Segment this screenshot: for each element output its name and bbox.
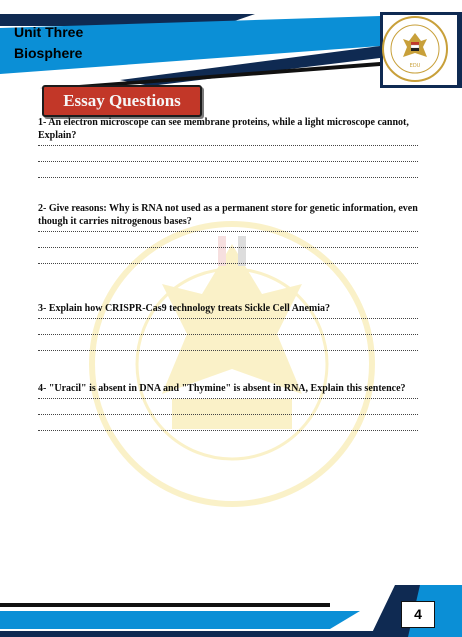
- question-4-text: 4- "Uracil" is absent in DNA and "Thymine" is absent in RNA, Explain this sentence?: [38, 383, 406, 394]
- answer-line[interactable]: [38, 263, 418, 264]
- question-3: [38, 302, 418, 366]
- answer-line[interactable]: [38, 177, 418, 178]
- answer-line[interactable]: [38, 430, 418, 431]
- footer-blue-stripe: [0, 611, 360, 629]
- answer-line[interactable]: [38, 334, 418, 335]
- question-3-text: 3- Explain how CRISPR-Cas9 technology treats Sickle Cell Anemia?: [38, 303, 331, 314]
- essay-questions-title: Essay Questions: [42, 85, 202, 117]
- answer-line[interactable]: [38, 247, 418, 248]
- unit-subtitle: Biosphere: [14, 45, 83, 61]
- answer-line[interactable]: [38, 398, 418, 399]
- svg-text:EDU: EDU: [409, 63, 421, 69]
- question-2: [38, 202, 418, 279]
- question-1-text: 1- An electron microscope can see membrane proteins, while a light microscope cannot, Explain?: [38, 117, 409, 141]
- answer-line[interactable]: [38, 350, 418, 351]
- page-number: 4: [401, 601, 435, 628]
- ministry-seal-logo: [381, 15, 449, 83]
- footer-black-stripe: [0, 603, 330, 607]
- answer-line[interactable]: [38, 145, 418, 146]
- unit-label: [14, 22, 83, 64]
- question-4: [38, 382, 418, 446]
- question-2-text: 2- Give reasons: Why is RNA not used as a permanent store for genetic information, even though it carries nitrogenous bases?: [38, 203, 418, 227]
- question-1: [38, 116, 418, 193]
- footer-band: [0, 585, 462, 637]
- answer-line[interactable]: [38, 414, 418, 415]
- answer-line[interactable]: [38, 318, 418, 319]
- unit-title: Unit Three: [14, 24, 84, 40]
- answer-line[interactable]: [38, 161, 418, 162]
- answer-line[interactable]: [38, 231, 418, 232]
